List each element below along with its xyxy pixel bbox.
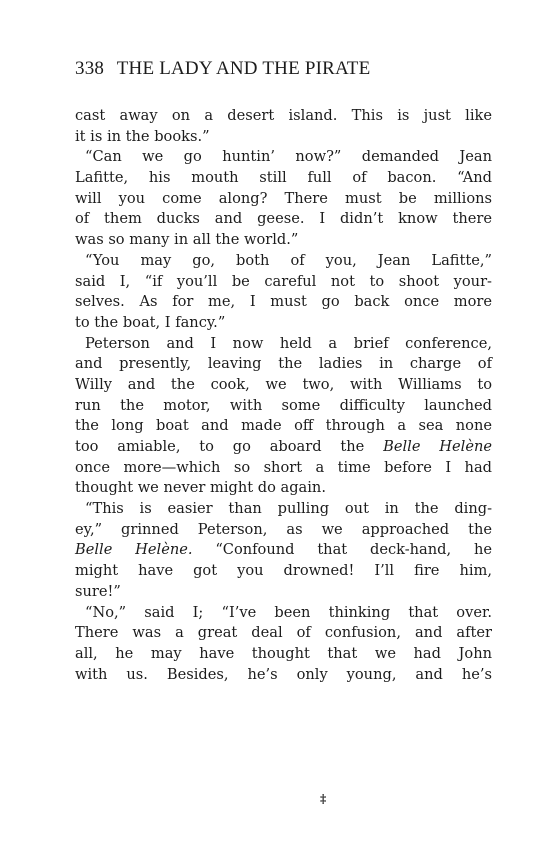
running-header [75,58,475,80]
printer-mark: ‡ [320,792,327,806]
text-line: ey,” grinned Peterson, as we approached the [75,520,492,538]
body-text [75,106,492,685]
text-line: run the motor, with some difficulty launched [75,396,492,414]
text-line: to the boat, I fancy.” [75,313,226,331]
text-line: “Can we go huntin’ now?” demanded Jean [85,148,492,166]
text-line: Willy and the cook, we two, with Williams to [75,375,492,393]
text-line: Lafitte, his mouth still full of bacon. “And [75,169,492,187]
text-line: sure!” [75,582,121,600]
text-line: Belle Helène. “Confound that deck-hand, he [75,541,492,559]
text-line: said I, “if you’ll be careful not to shoot your- [75,272,492,290]
text-line: might have got you drowned! I’ll fire him, [75,562,492,580]
text-line: it is in the books.” [75,127,210,145]
text-line: There was a great deal of confusion, and after [75,624,492,642]
text-line: was so many in all the world.” [75,231,299,249]
text-line: cast away on a desert island. This is just like [75,107,492,124]
text-line: “No,” said I; “I’ve been thinking that over. [85,603,492,621]
text-line: all, he may have thought that we had John [75,644,492,662]
page-number: 338 [75,58,105,79]
text-line: once more—which so short a time before I had [75,458,492,476]
text-line: Peterson and I now held a brief conference, [85,334,492,352]
text-line: will you come along? There must be millions [75,189,492,207]
text-line: of them ducks and geese. I didn’t know there [75,210,492,228]
text-line: selves. As for me, I must go back once more [75,293,492,311]
text-line: “This is easier than pulling out in the ding- [85,500,492,518]
text-line: too amiable, to go aboard the Belle Helène [75,438,492,455]
text-line: thought we never might do again. [75,479,326,497]
text-line: the long boat and made off through a sea none [75,417,492,435]
text-line: and presently, leaving the ladies in charge of [75,355,492,373]
running-title: THE LADY AND THE PIRATE [116,58,371,79]
text-line: with us. Besides, he’s only young, and he’s [75,665,492,683]
text-line: “You may go, both of you, Jean Lafitte,” [85,251,492,269]
